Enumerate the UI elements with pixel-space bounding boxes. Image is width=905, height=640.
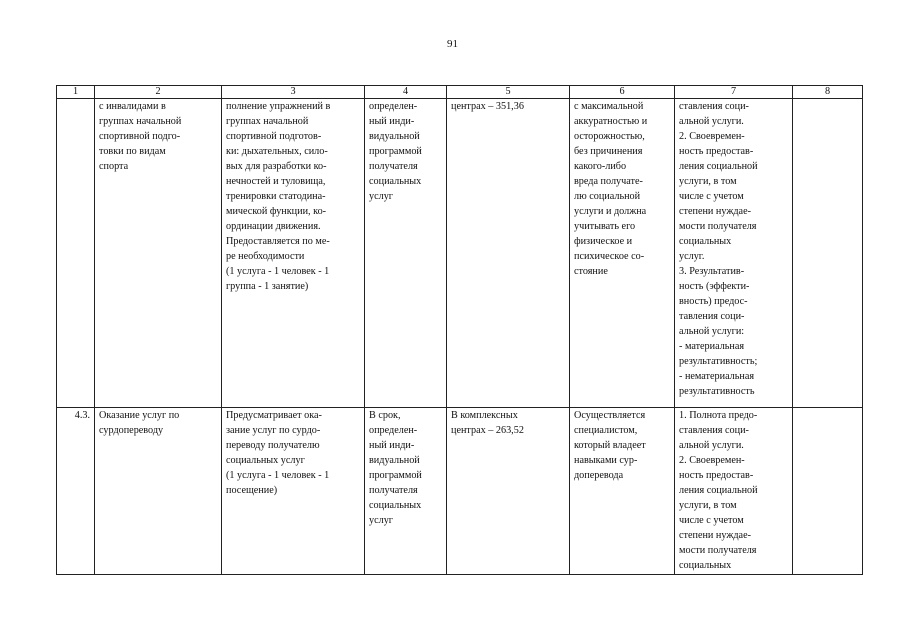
column-header: 2	[95, 86, 222, 99]
column-number-header: 1	[57, 86, 95, 99]
table-header-row	[57, 86, 863, 99]
column-header: 3	[222, 86, 365, 99]
service-term-cell: определен- ный инди- видуальной программой получателя социальных услуг	[365, 99, 447, 408]
empty-cell	[793, 99, 863, 408]
service-name-cell: Оказание услуг по сурдопереводу	[95, 408, 222, 575]
page-number: 91	[447, 38, 458, 50]
service-rate-cell: центрах – 351,36	[447, 99, 570, 408]
table-row	[57, 99, 863, 408]
service-term-cell: В срок, определен- ный инди- видуальной программой получателя социальных услуг	[365, 408, 447, 575]
column-header: 6	[570, 86, 675, 99]
column-header: 8	[793, 86, 863, 99]
service-name-cell: с инвалидами в группах начальной спортивной подго- товки по видам спорта	[95, 99, 222, 408]
column-header: 4	[365, 86, 447, 99]
service-description-cell: Предусматривает ока- зание услуг по сурдо- переводу получателю социальных услуг (1 услуга - 1 человек - 1 посещение)	[222, 408, 365, 575]
service-description-cell: полнение упражнений в группах начальной спортивной подготов- ки: дыхательных, сило- вых для разработки ко- нечностей и туловища, тренировки статодина- мической функции, ко- ординации движения. Предоставляется по ме- ре необходимости (1 услуга - 1 человек - 1 группа - 1 занятие)	[222, 99, 365, 408]
column-header: 7	[675, 86, 793, 99]
quality-indicators-cell: ставления соци- альной услуги. 2. Своевремен- ность предостав- ления социальной услуги, в том числе с учетом степени нуждае- мости получателя социальных услуг. 3. Результатив- ность (эффекти- вность) предос- тавления соци- альной услуги: - материальная результативность; - нематериальная результативность	[675, 99, 793, 408]
service-conditions-cell: Осуществляется специалистом, который владеет навыками сур- доперевода	[570, 408, 675, 575]
service-rate-cell: В комплексных центрах – 263,52	[447, 408, 570, 575]
quality-indicators-cell: 1. Полнота предо- ставления соци- альной услуги. 2. Своевремен- ность предостав- ления социальной услуги, в том числе с учетом степени нуждае- мости получателя социальных	[675, 408, 793, 575]
row-number-cell: 4.3.	[57, 408, 95, 575]
row-number-cell	[57, 99, 95, 408]
empty-cell	[793, 408, 863, 575]
services-table	[56, 85, 863, 575]
column-header: 5	[447, 86, 570, 99]
table-row	[57, 408, 863, 575]
service-conditions-cell: с максимальной аккуратностью и осторожностью, без причинения какого-либо вреда получате- лю социальной услуги и должна учитывать его физическое и психическое со- стояние	[570, 99, 675, 408]
